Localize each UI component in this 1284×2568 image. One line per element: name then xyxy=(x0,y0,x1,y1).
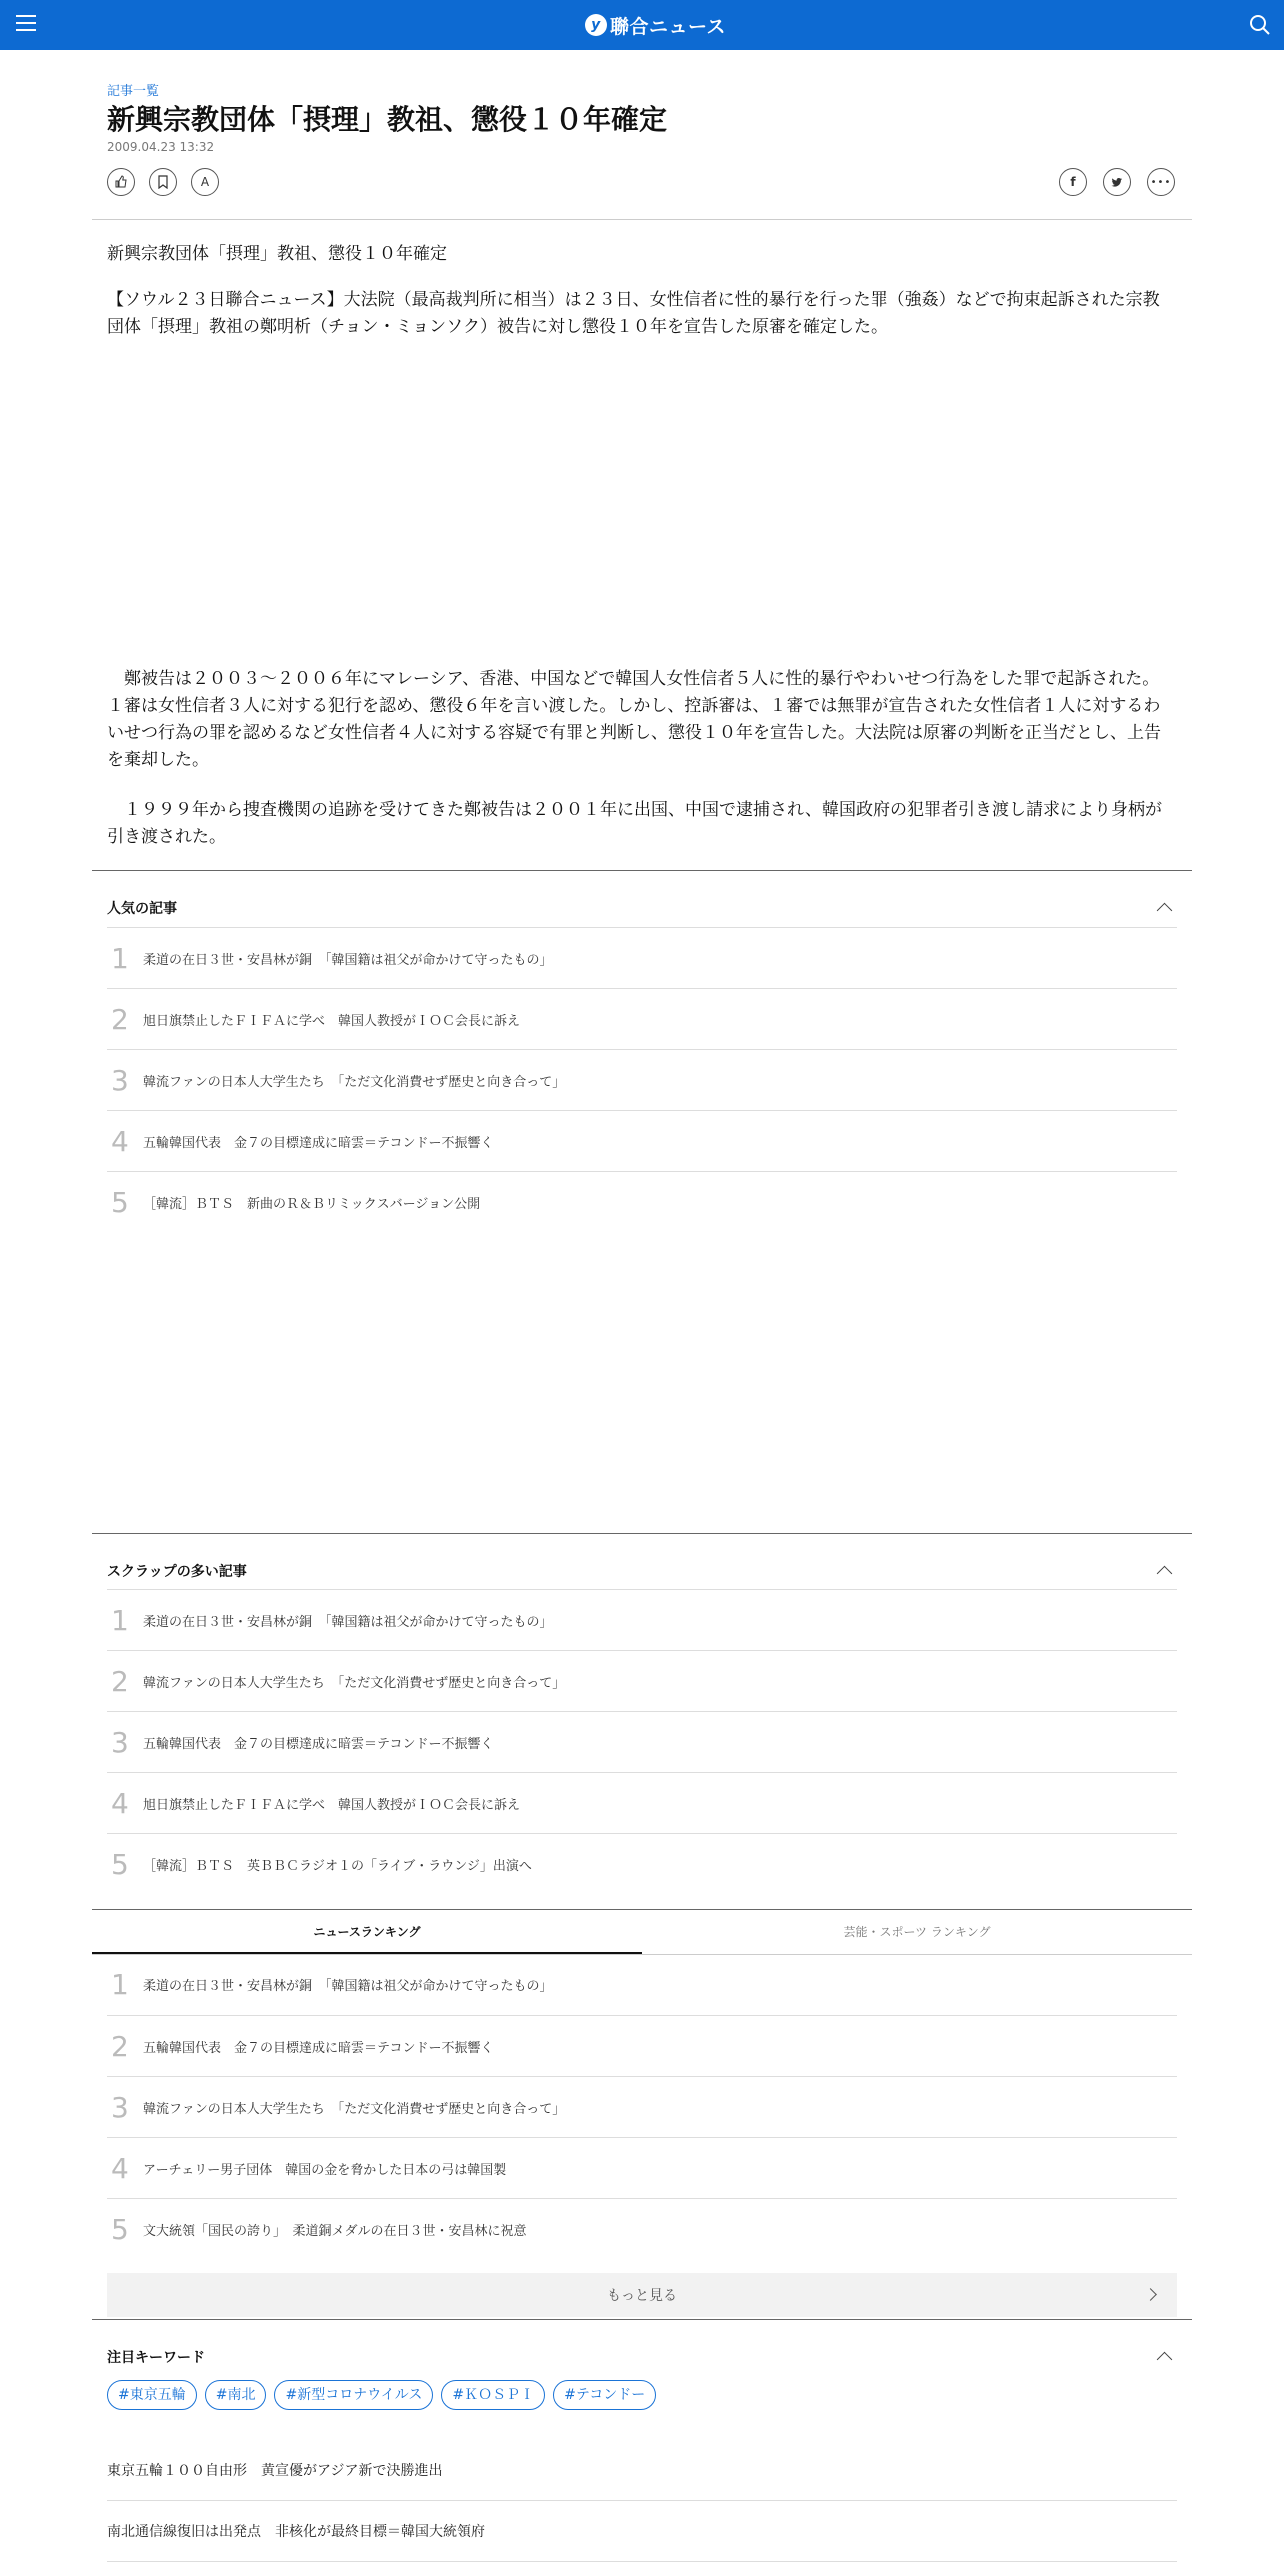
facebook-icon: f xyxy=(1070,175,1076,189)
rank-title: 旭日旗禁止したＦＩＦＡに学べ 韓国人教授がＩＯＣ会長に訴え xyxy=(143,1797,521,1813)
header-divider xyxy=(92,219,1192,220)
ranking-item[interactable] xyxy=(107,2076,1177,2137)
rank-title: ［韓流］ＢＴＳ 英ＢＢＣラジオ１の「ライブ・ラウンジ」出演へ xyxy=(143,1858,532,1874)
rank-number: 4 xyxy=(111,2151,129,2185)
rank-title: 柔道の在日３世・安昌林が銅 「韓国籍は祖父が命かけて守ったもの」 xyxy=(143,952,553,968)
thumbs-up-icon xyxy=(114,175,128,189)
ranking-item[interactable] xyxy=(107,2137,1177,2198)
rank-title: 韓流ファンの日本人大学生たち 「ただ文化消費せず歴史と向き合って」 xyxy=(143,2101,566,2117)
rank-number: 5 xyxy=(111,1185,129,1219)
keyword-tag[interactable]: #新型コロナウイルス xyxy=(274,2380,433,2410)
keyword-news-link[interactable]: 東京五輪１００自由形 黄宣優がアジア新で決勝進出 xyxy=(107,2440,1177,2501)
more-button[interactable] xyxy=(107,2273,1177,2317)
keywords-heading: 注目キーワード xyxy=(107,2350,205,2366)
more-label: もっと見る xyxy=(607,2288,677,2304)
rank-title: 五輪韓国代表 金７の目標達成に暗雲＝テコンドー不振響く xyxy=(143,1135,494,1151)
rank-title: 文大統領「国民の誇り」 柔道銅メダルの在日３世・安昌林に祝意 xyxy=(143,2223,527,2239)
font-size-button[interactable] xyxy=(191,168,219,196)
ranking-item[interactable] xyxy=(107,2015,1177,2076)
bookmark-button[interactable] xyxy=(149,168,177,196)
tab-news-ranking[interactable]: ニュースランキング xyxy=(92,1910,642,1954)
scrap-item[interactable] xyxy=(107,1711,1177,1772)
collapse-scrap-icon[interactable] xyxy=(1157,1566,1173,1582)
rank-title: 柔道の在日３世・安昌林が銅 「韓国籍は祖父が命かけて守ったもの」 xyxy=(143,1614,553,1630)
rank-title: ［韓流］ＢＴＳ 新曲のＲ＆Ｂリミックスバージョン公開 xyxy=(143,1196,481,1212)
logo-mark-icon: y xyxy=(585,14,607,36)
article-lead: 新興宗教団体「摂理」教祖、懲役１０年確定 xyxy=(107,244,447,264)
article-date: 2009.04.23 13:32 xyxy=(107,140,215,154)
scrap-divider xyxy=(92,1533,1192,1534)
rank-title: 韓流ファンの日本人大学生たち 「ただ文化消費せず歴史と向き合って」 xyxy=(143,1675,566,1691)
article-title: 新興宗教団体「摂理」教祖、懲役１０年確定 xyxy=(107,103,668,136)
top-bar xyxy=(0,0,1284,50)
popular-item[interactable] xyxy=(107,1110,1177,1171)
rank-number: 2 xyxy=(111,1002,129,1036)
ranking-item[interactable] xyxy=(107,1954,1177,2014)
rank-number: 5 xyxy=(111,1847,129,1881)
rank-number: 4 xyxy=(111,1124,129,1158)
facebook-share-button[interactable] xyxy=(1059,168,1087,196)
scrap-item[interactable] xyxy=(107,1833,1177,1894)
keyword-tag[interactable]: #南北 xyxy=(205,2380,267,2410)
rank-title: 五輪韓国代表 金７の目標達成に暗雲＝テコンドー不振響く xyxy=(143,1736,494,1752)
popular-item[interactable] xyxy=(107,927,1177,988)
popular-divider xyxy=(92,870,1192,871)
rank-title: 五輪韓国代表 金７の目標達成に暗雲＝テコンドー不振響く xyxy=(143,2040,494,2056)
bookmark-icon xyxy=(157,175,169,189)
ranking-item[interactable] xyxy=(107,2198,1177,2259)
collapse-keywords-icon[interactable] xyxy=(1157,2352,1173,2368)
keyword-tag[interactable]: #ＫＯＳＰＩ xyxy=(441,2380,545,2410)
rank-title: アーチェリー男子団体 韓国の金を脅かした日本の弓は韓国製 xyxy=(143,2162,507,2178)
rank-title: 旭日旗禁止したＦＩＦＡに学べ 韓国人教授がＩＯＣ会長に訴え xyxy=(143,1013,521,1029)
search-icon[interactable] xyxy=(1248,13,1272,37)
keyword-tag[interactable]: #東京五輪 xyxy=(107,2380,197,2410)
rank-number: 3 xyxy=(111,2090,129,2124)
ellipsis-icon: ••• xyxy=(1150,176,1172,188)
rank-title: 韓流ファンの日本人大学生たち 「ただ文化消費せず歴史と向き合って」 xyxy=(143,1074,566,1090)
rank-title: 柔道の在日３世・安昌林が銅 「韓国籍は祖父が命かけて守ったもの」 xyxy=(143,1978,553,1994)
article-paragraph-3: １９９９年から捜査機関の追跡を受けてきた鄭被告は２００１年に出国、中国で逮捕され、韓国政府の犯罪者引き渡し請求により身柄が引き渡された。 xyxy=(107,800,1163,847)
chevron-right-icon xyxy=(1144,2288,1157,2301)
menu-icon[interactable] xyxy=(16,15,36,33)
rank-number: 1 xyxy=(111,1967,129,2001)
popular-item[interactable] xyxy=(107,1171,1177,1232)
scrap-item[interactable] xyxy=(107,1589,1177,1650)
keyword-tag[interactable]: #テコンドー xyxy=(553,2380,656,2410)
rank-number: 1 xyxy=(111,1603,129,1637)
twitter-share-button[interactable] xyxy=(1103,168,1131,196)
article-paragraph-2: 鄭被告は２００３～２００６年にマレーシア、香港、中国などで韓国人女性信者５人に性的暴行やわいせつ行為をした罪で起訴された。１審は女性信者３人に対する犯行を認め、懲役６年を言い渡した。しかし、控訴審は、１審では無罪が宣告された女性信者１人に対するわいせつ行為の罪を認めるなど女性信者４人に対する容疑で有罪と判断し、懲役１０年を宣告した。大法院は原審の判断を正当だとし、上告を棄却した。 xyxy=(107,669,1161,770)
scrap-heading: スクラップの多い記事 xyxy=(107,1564,247,1580)
font-size-label: A xyxy=(200,175,210,189)
rank-number: 2 xyxy=(111,1664,129,1698)
rank-number: 4 xyxy=(111,1786,129,1820)
breadcrumb[interactable]: 記事一覧 xyxy=(107,84,160,99)
article-paragraph-1: 【ソウル２３日聯合ニュース】大法院（最高裁判所に相当）は２３日、女性信者に性的暴行を行った罪（強姦）などで拘束起訴された宗教団体「摂理」教祖の鄭明析（チョン・ミョンソク）被告に対し懲役１０年を宣告した原審を確定した。 xyxy=(107,290,1160,337)
ranking-tabs xyxy=(92,1910,1192,1955)
keyword-news-link[interactable]: 南北通信線復旧は出発点 非核化が最終目標＝韓国大統領府 xyxy=(107,2501,1177,2562)
rank-number: 3 xyxy=(111,1725,129,1759)
popular-heading: 人気の記事 xyxy=(107,901,177,917)
rank-number: 3 xyxy=(111,1063,129,1097)
rank-number: 5 xyxy=(111,2212,129,2246)
more-options-button[interactable] xyxy=(1147,168,1175,196)
popular-item[interactable] xyxy=(107,1049,1177,1110)
keyword-tags xyxy=(107,2380,656,2410)
site-logo[interactable] xyxy=(585,12,726,38)
collapse-popular-icon[interactable] xyxy=(1157,903,1173,919)
twitter-icon xyxy=(1111,177,1123,188)
rank-number: 2 xyxy=(111,2029,129,2063)
tab-entertainment-ranking[interactable]: 芸能・スポーツ ランキング xyxy=(843,1925,991,1939)
scrap-item[interactable] xyxy=(107,1772,1177,1833)
scrap-item[interactable] xyxy=(107,1650,1177,1711)
like-button[interactable] xyxy=(107,168,135,196)
logo-text: 聯合ニュース xyxy=(610,15,727,38)
keywords-divider xyxy=(92,2319,1192,2320)
rank-number: 1 xyxy=(111,941,129,975)
popular-item[interactable] xyxy=(107,988,1177,1049)
